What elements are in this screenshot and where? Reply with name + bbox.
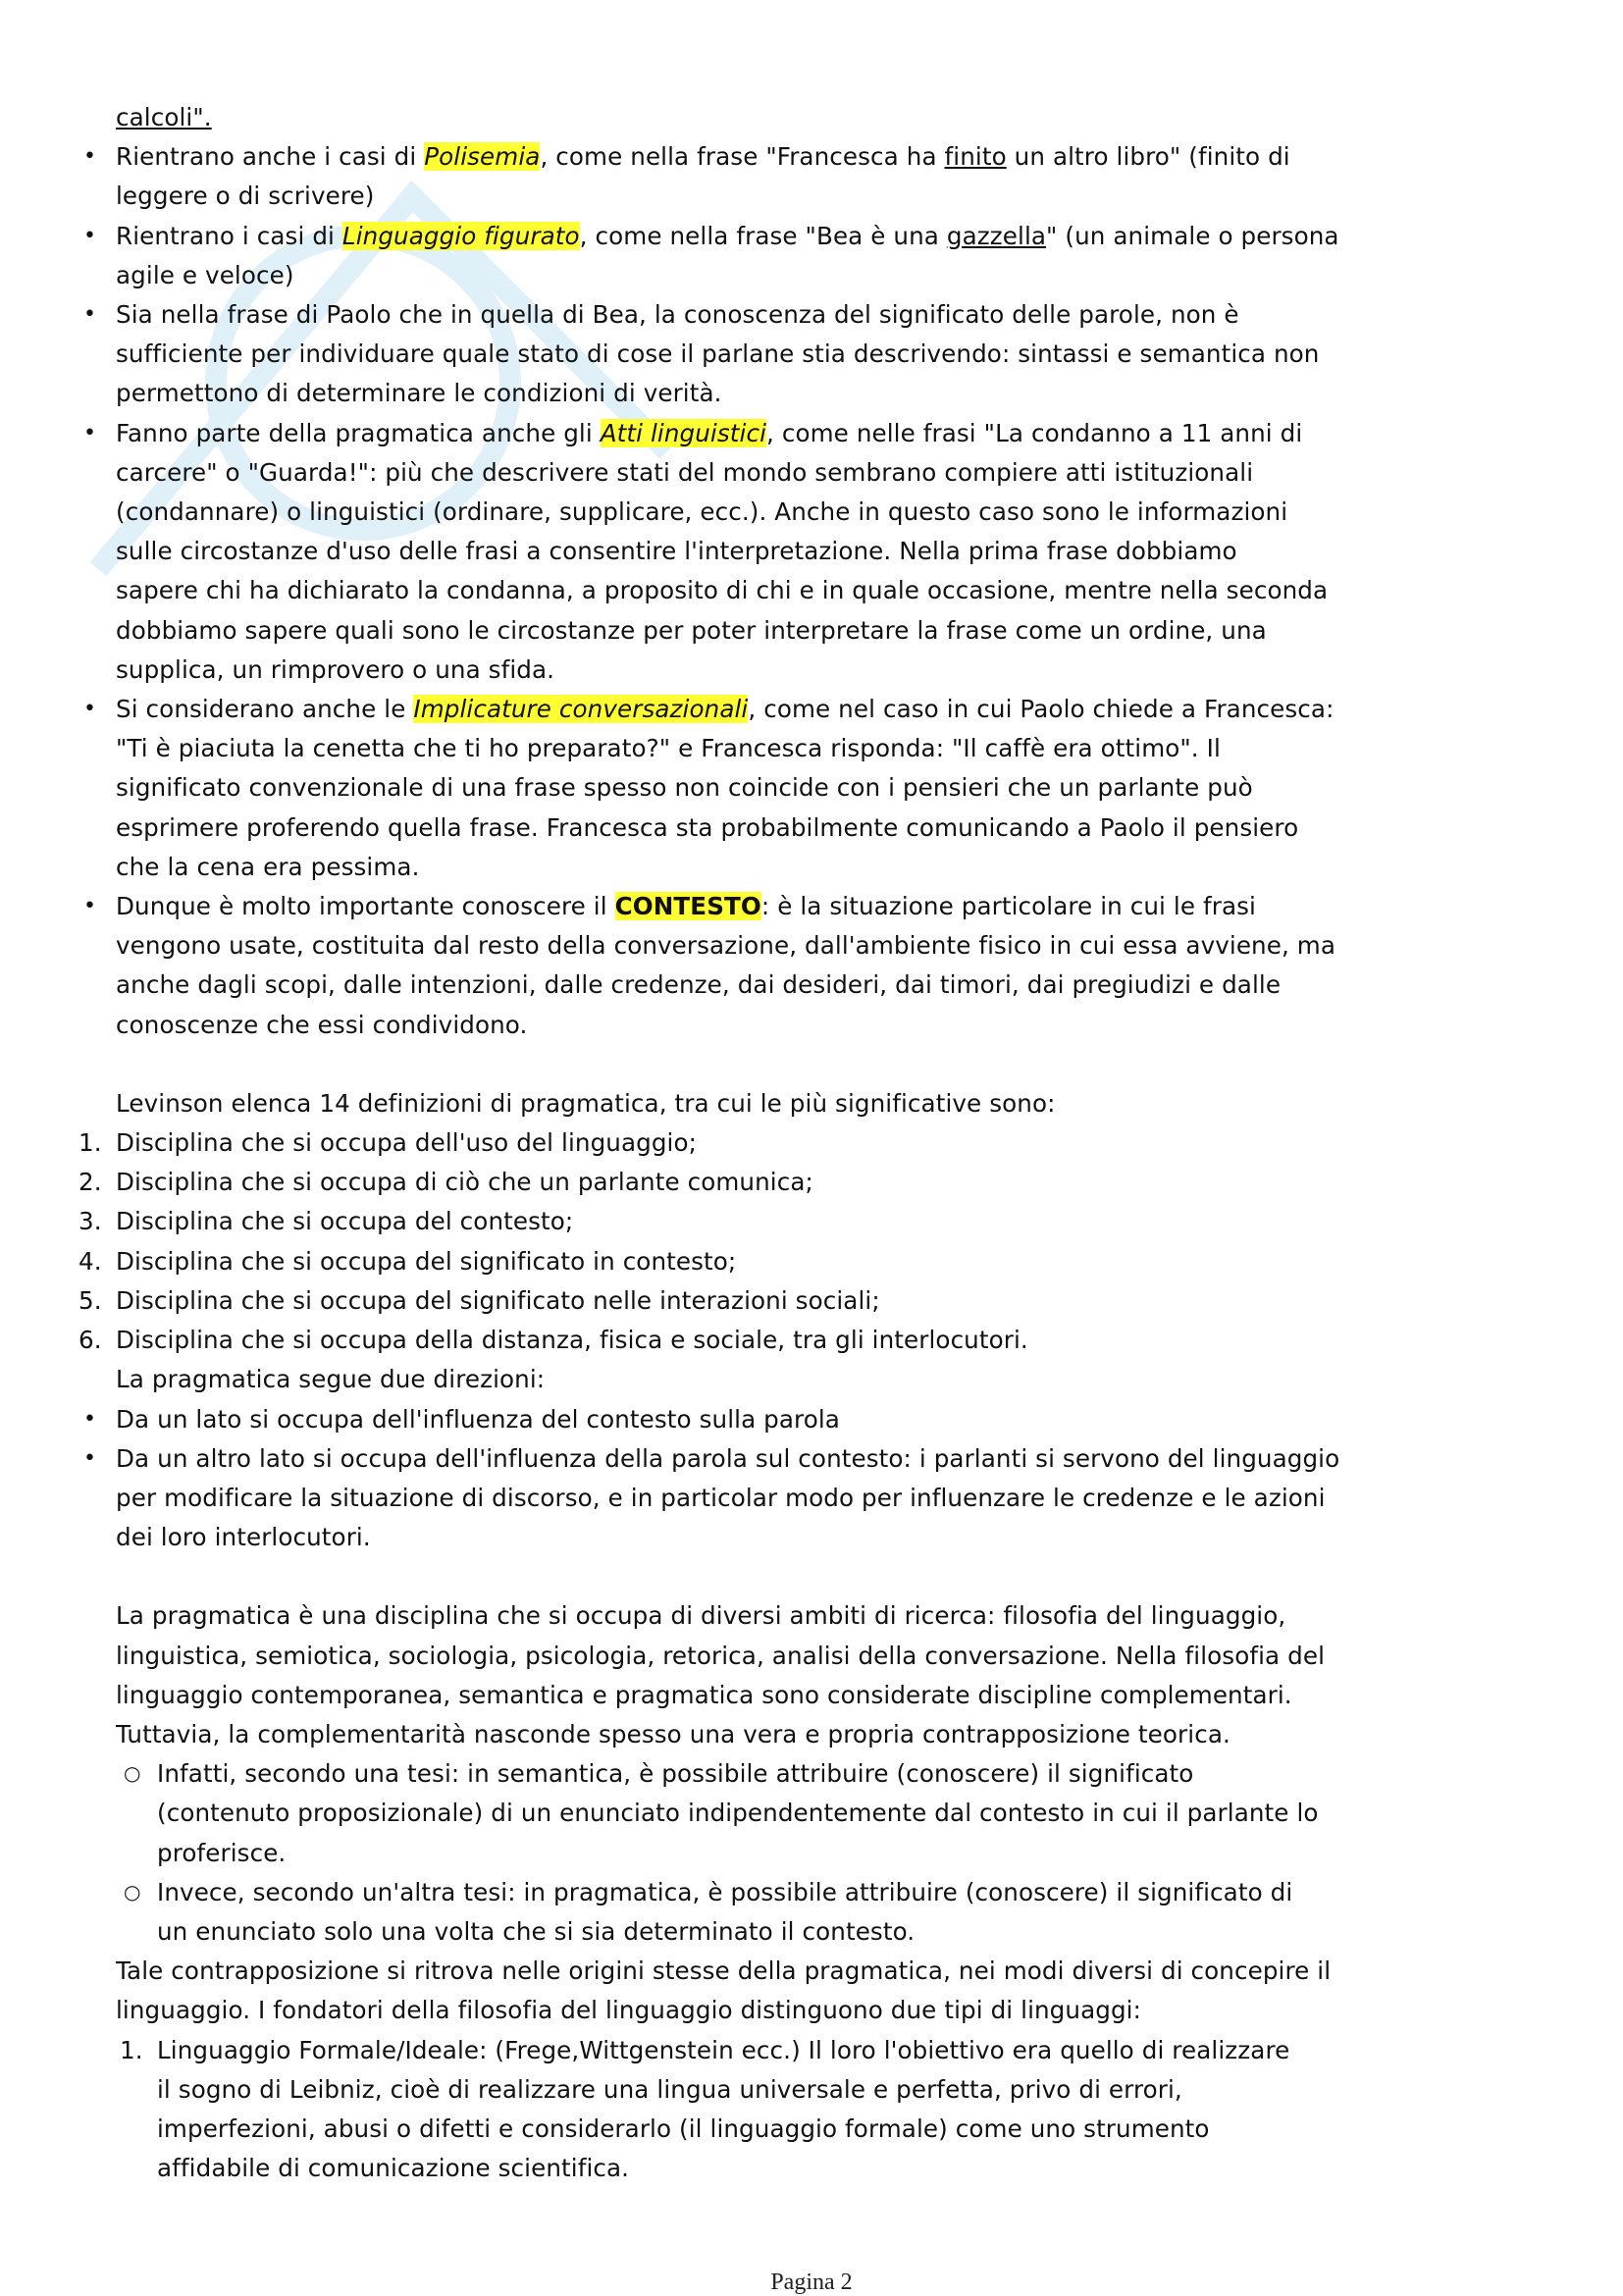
text: Infatti, secondo una tesi: in semantica, è possibile attribuire (conoscere) il significato	[157, 1759, 1194, 1789]
text: Si considerano anche le	[116, 695, 414, 724]
bullet-dot-icon: •	[83, 223, 97, 248]
text: , come nel caso in cui Paolo chiede a Francesca:	[748, 695, 1335, 724]
text: Disciplina che si occupa del contesto;	[116, 1207, 574, 1236]
text: vengono usate, costituita dal resto della conversazione, dall'ambiente fisico in cui essa avviene, ma	[116, 931, 1336, 961]
text: " (un animale o persona	[1046, 221, 1339, 250]
text: leggere o di scrivere)	[116, 182, 375, 211]
bullet-item	[83, 887, 1431, 1045]
bullet-dot-icon: •	[83, 1445, 97, 1471]
text: : è la situazione particolare in cui le frasi	[760, 892, 1256, 921]
text: il sogno di Leibniz, cioè di realizzare una lingua universale e perfetta, privo di errori,	[157, 2074, 1182, 2104]
text: , come nella frase "Francesca ha	[540, 142, 945, 172]
text: Fanno parte della pragmatica anche gli	[116, 418, 601, 447]
text: (contenuto proposizionale) di un enunciato indipendentemente dal contesto in cui il parlante lo	[157, 1799, 1319, 1828]
numbered-item	[79, 1123, 1431, 1163]
sub-bullet-item	[116, 1873, 1431, 1952]
text: Tale contrapposizione si ritrova nelle origini stesse della pragmatica, nei modi diversi di concepire il	[116, 1957, 1332, 1986]
text: calcoli".	[116, 103, 212, 131]
spacer	[116, 1045, 1431, 1084]
text: 6.	[79, 1326, 102, 1355]
highlighted-term: Implicature conversazionali	[413, 695, 749, 724]
bullet-item	[83, 414, 1431, 690]
numbered-item	[79, 1202, 1431, 1241]
bullet-item	[83, 690, 1431, 887]
text: (condannare) o linguistici (ordinare, supplicare, ecc.). Anche in questo caso sono le informazioni	[116, 497, 1288, 527]
spacer	[116, 1557, 1431, 1596]
text: Da un altro lato si occupa dell'influenza della parola sul contesto: i parlanti si servono del linguaggio	[116, 1443, 1340, 1473]
text: un enunciato solo una volta che si sia determinato il contesto.	[157, 1916, 916, 1946]
text: 1.	[120, 2035, 143, 2064]
text: Disciplina che si occupa di ciò che un parlante comunica;	[116, 1168, 813, 1197]
text: carcere" o "Guarda!": più che descrivere stati del mondo sembrano compiere atti istituzionali	[116, 457, 1254, 487]
text: che la cena era pessima.	[116, 852, 420, 881]
text: linguaggio. I fondatori della filosofia del linguaggio distinguono due tipi di linguaggi:	[116, 1996, 1141, 2025]
paragraph	[116, 1952, 1431, 2030]
numbered-item	[79, 1242, 1431, 1281]
paragraph	[116, 1084, 1431, 1123]
text: anche dagli scopi, dalle intenzioni, dalle credenze, dai desideri, dai timori, dai pregiudizi e dalle	[116, 970, 1282, 1000]
highlighted-term: Polisemia	[424, 142, 541, 172]
page-number: Pagina 2	[770, 2270, 853, 2295]
highlighted-term: Linguaggio figurato	[341, 221, 580, 250]
text: agile e veloce)	[116, 260, 294, 289]
text: un altro libro" (finito di	[1006, 142, 1290, 172]
numbered-item	[79, 1163, 1431, 1202]
bullet-item	[83, 1400, 1431, 1439]
text: Disciplina che si occupa del significato in contesto;	[116, 1246, 737, 1276]
bullet-dot-icon: •	[83, 144, 97, 170]
bullet-dot-icon: •	[83, 302, 97, 328]
bullet-dot-icon: •	[83, 420, 97, 445]
numbered-item	[79, 1281, 1431, 1321]
text: conoscenze che essi condividono.	[116, 1010, 528, 1039]
text: supplica, un rimprovero o una sfida.	[116, 654, 555, 684]
underlined-word: finito	[944, 142, 1007, 172]
text: 4.	[79, 1246, 102, 1276]
text: 1.	[79, 1128, 102, 1158]
text: "Ti è piaciuta la cenetta che ti ho preparato?" e Francesca risponda: "Il caffè era ottimo". Il	[116, 734, 1221, 763]
text: Disciplina che si occupa del significato nelle interazioni sociali;	[116, 1285, 880, 1315]
sub-bullet-item	[116, 1754, 1431, 1873]
bullet-dot-icon: •	[83, 894, 97, 919]
text: 5.	[79, 1285, 102, 1315]
bullet-dot-icon: •	[83, 697, 97, 722]
bullet-dot-icon: •	[83, 1406, 97, 1432]
text: , come nelle frasi "La condanno a 11 anni di	[766, 418, 1303, 447]
text: Dunque è molto importante conoscere il	[116, 892, 615, 921]
text: significato convenzionale di una frase spesso non coincide con i pensieri che un parlante può	[116, 773, 1253, 803]
text: Invece, secondo un'altra tesi: in pragmatica, è possibile attribuire (conoscere) il significato di	[157, 1877, 1293, 1906]
hollow-circle-icon: ○	[124, 1761, 141, 1786]
text: La pragmatica segue due direzioni:	[116, 1365, 546, 1394]
highlighted-term: CONTESTO	[614, 892, 761, 921]
text: linguaggio contemporanea, semantica e pragmatica sono considerate discipline complementari.	[116, 1680, 1292, 1709]
line	[116, 98, 1431, 137]
text: esprimere proferendo quella frase. Francesca sta probabilmente comunicando a Paolo il pensiero	[116, 812, 1299, 842]
text: affidabile di comunicazione scientifica.	[157, 2154, 630, 2183]
text: 3.	[79, 1207, 102, 1236]
bullet-item	[83, 217, 1431, 295]
text: per modificare la situazione di discorso, e in particolar modo per influenzare le credenze e le azioni	[116, 1483, 1326, 1512]
paragraph	[116, 1596, 1431, 1754]
text: Levinson elenca 14 definizioni di pragmatica, tra cui le più significative sono:	[116, 1088, 1056, 1118]
text: Sia nella frase di Paolo che in quella di Bea, la conoscenza del significato delle parole, non è	[116, 300, 1239, 330]
text: 2.	[79, 1168, 102, 1197]
bullet-item	[83, 1439, 1431, 1558]
text: Tuttavia, la complementarità nasconde spesso una vera e propria contrapposizione teorica.	[116, 1719, 1230, 1748]
text: Rientrano i casi di	[116, 221, 342, 250]
text: imperfezioni, abusi o difetti e considerarlo (il linguaggio formale) come uno strumento	[157, 2113, 1210, 2143]
document-body	[79, 98, 1431, 2188]
text: Disciplina che si occupa della distanza, fisica e sociale, tra gli interlocutori.	[116, 1326, 1028, 1355]
text: La pragmatica è una disciplina che si occupa di diversi ambiti di ricerca: filosofia del linguaggio,	[116, 1601, 1286, 1631]
text: Rientrano anche i casi di	[116, 142, 425, 172]
paragraph	[116, 1360, 1431, 1399]
text: Disciplina che si occupa dell'uso del linguaggio;	[116, 1128, 698, 1158]
hollow-circle-icon: ○	[124, 1879, 141, 1904]
text: dobbiamo sapere quali sono le circostanze per poter interpretare la frase come un ordine, una	[116, 615, 1267, 645]
numbered-item	[79, 1321, 1431, 1360]
text: sufficiente per individuare quale stato di cose il parlane stia descrivendo: sintassi e semantica non	[116, 339, 1320, 369]
text: permettono di determinare le condizioni di verità.	[116, 379, 722, 408]
text: sapere chi ha dichiarato la condanna, a proposito di chi e in quale occasione, mentre nella seconda	[116, 576, 1329, 605]
numbered-item	[116, 2031, 1431, 2189]
text: Linguaggio Formale/Ideale: (Frege,Wittgenstein ecc.) Il loro l'obiettivo era quello di realizzare	[157, 2035, 1290, 2064]
underlined-word: gazzella	[946, 221, 1047, 250]
text: linguistica, semiotica, sociologia, psicologia, retorica, analisi della conversazione. Nella filosofia del	[116, 1641, 1326, 1670]
text: Da un lato si occupa dell'influenza del contesto sulla parola	[116, 1404, 840, 1434]
text: proferisce.	[157, 1838, 287, 1867]
text: , come nella frase "Bea è una	[579, 221, 947, 250]
text: dei loro interlocutori.	[116, 1523, 371, 1552]
text: sulle circostanze d'uso delle frasi a consentire l'interpretazione. Nella prima frase dobbiamo	[116, 537, 1237, 566]
bullet-item	[83, 137, 1431, 216]
bullet-item	[83, 295, 1431, 414]
highlighted-term: Atti linguistici	[600, 418, 767, 447]
